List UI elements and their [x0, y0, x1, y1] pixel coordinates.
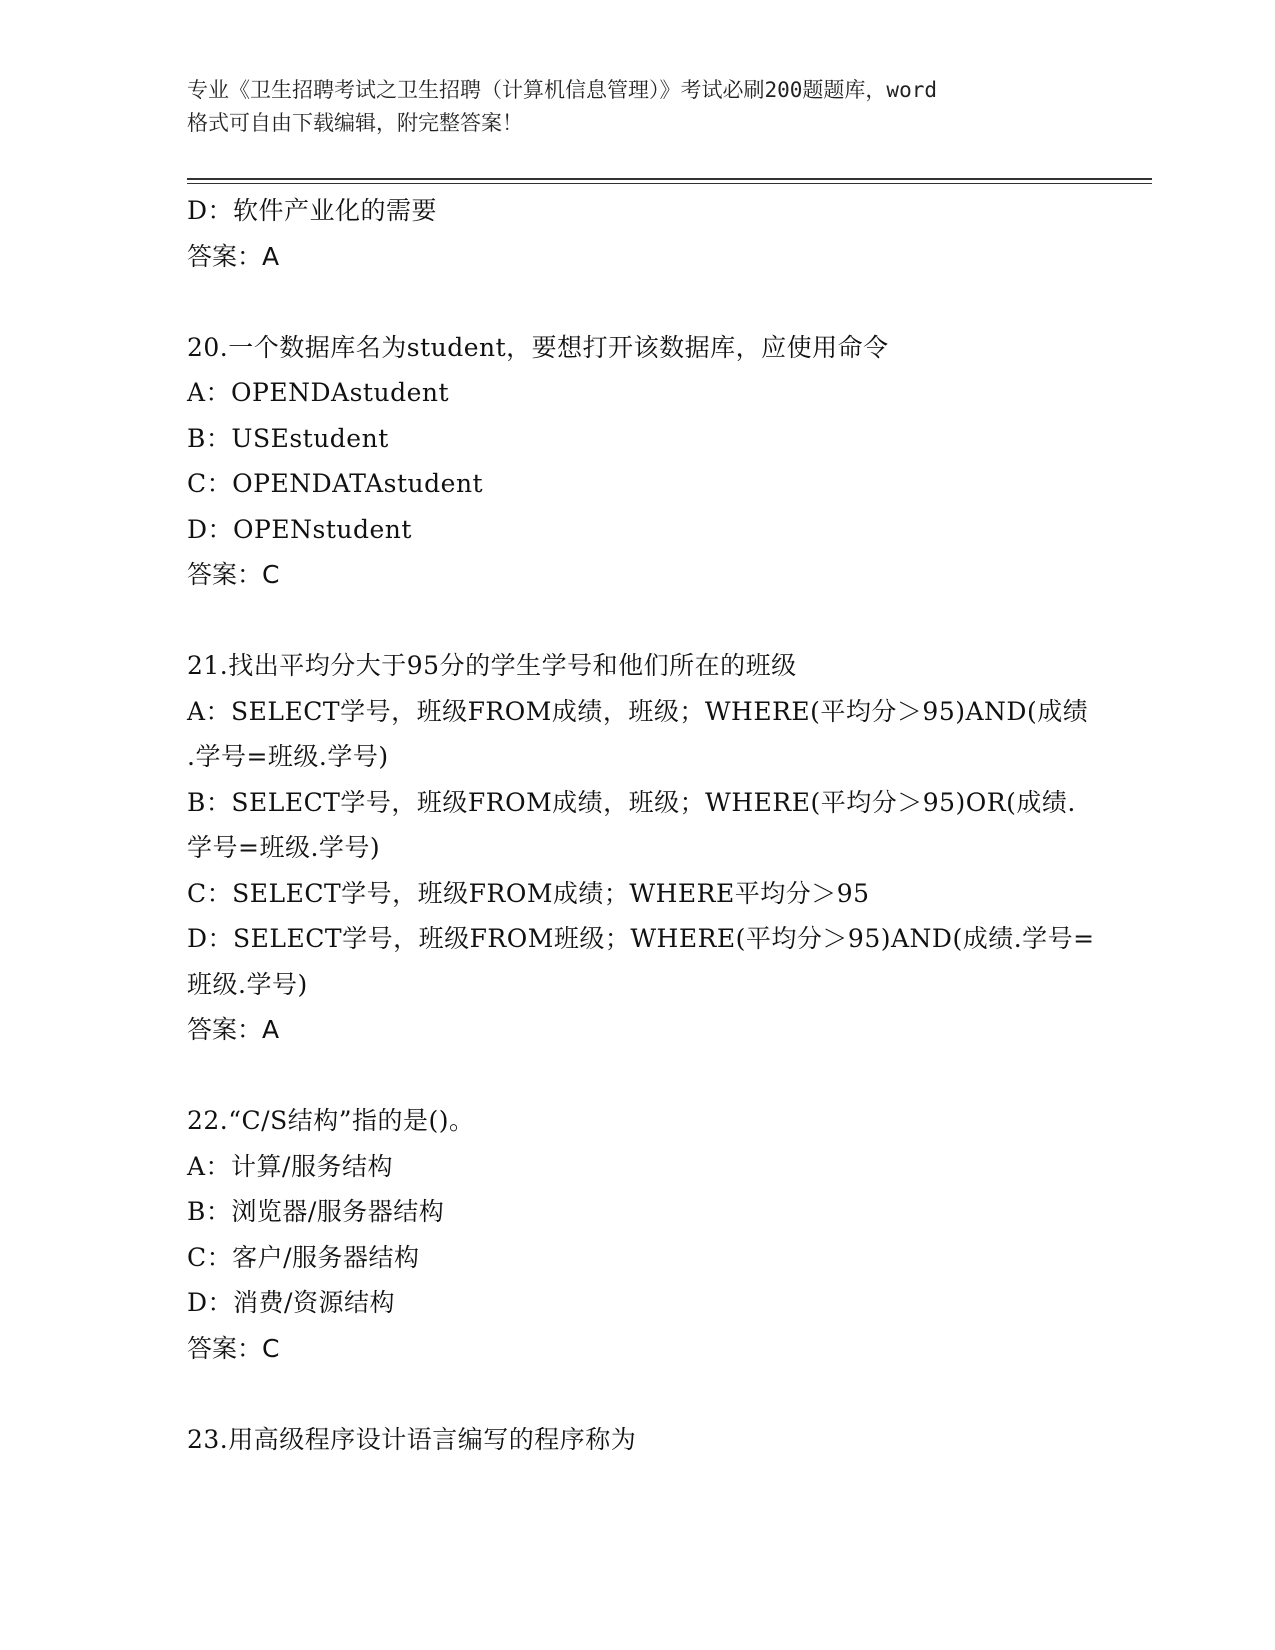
question-stem: 20.一个数据库名为student，要想打开该数据库，应使用命令 — [187, 332, 889, 362]
answer-line: 答案：C — [187, 1333, 280, 1363]
option-line: D：软件产业化的需要 — [187, 196, 438, 225]
option-line: A：SELECT学号，班级FROM成绩，班级；WHERE(平均分＞95)AND(成绩 — [187, 696, 1089, 726]
answer-line: 答案：C — [187, 560, 280, 589]
question-stem: 23.用高级程序设计语言编写的程序称为 — [187, 1424, 637, 1454]
header-divider-thin — [187, 183, 1152, 184]
header-line-2: 格式可自由下载编辑，附完整答案！ — [187, 111, 523, 135]
question-stem: 22.“C/S结构”指的是()。 — [187, 1106, 475, 1135]
spacer — [187, 1053, 1087, 1099]
option-line: 班级.学号) — [187, 969, 308, 999]
spacer — [187, 279, 1087, 325]
option-line: .学号=班级.学号) — [187, 742, 389, 771]
question-stem: 21.找出平均分大于95分的学生学号和他们所在的班级 — [187, 651, 797, 680]
option-line: C：OPENDATAstudent — [187, 469, 484, 498]
option-line: C：客户/服务器结构 — [187, 1242, 420, 1272]
option-line: D：SELECT学号，班级FROM班级；WHERE(平均分＞95)AND(成绩.学号= — [187, 924, 1095, 953]
option-line: C：SELECT学号，班级FROM成绩；WHERE平均分＞95 — [187, 878, 870, 908]
spacer — [187, 598, 1087, 644]
option-line: B：SELECT学号，班级FROM成绩，班级；WHERE(平均分＞95)OR(成绩. — [187, 787, 1076, 817]
question-list — [187, 188, 1095, 1462]
header-line-1: 专业《卫生招聘考试之卫生招聘（计算机信息管理）》考试必刷200题题库，word — [187, 78, 937, 102]
option-line: A：OPENDAstudent — [187, 378, 450, 407]
option-line: B：浏览器/服务器结构 — [187, 1197, 445, 1226]
option-line: B：USEstudent — [187, 423, 389, 453]
option-line: A：计算/服务结构 — [187, 1151, 393, 1181]
option-line: 学号=班级.学号) — [187, 833, 381, 862]
header-divider — [187, 178, 1152, 180]
document-header — [187, 74, 1087, 140]
answer-line: 答案：A — [187, 241, 280, 271]
answer-line: 答案：A — [187, 1015, 280, 1044]
option-line: D：消费/资源结构 — [187, 1288, 395, 1317]
spacer — [187, 1371, 1087, 1417]
option-line: D：OPENstudent — [187, 514, 412, 544]
